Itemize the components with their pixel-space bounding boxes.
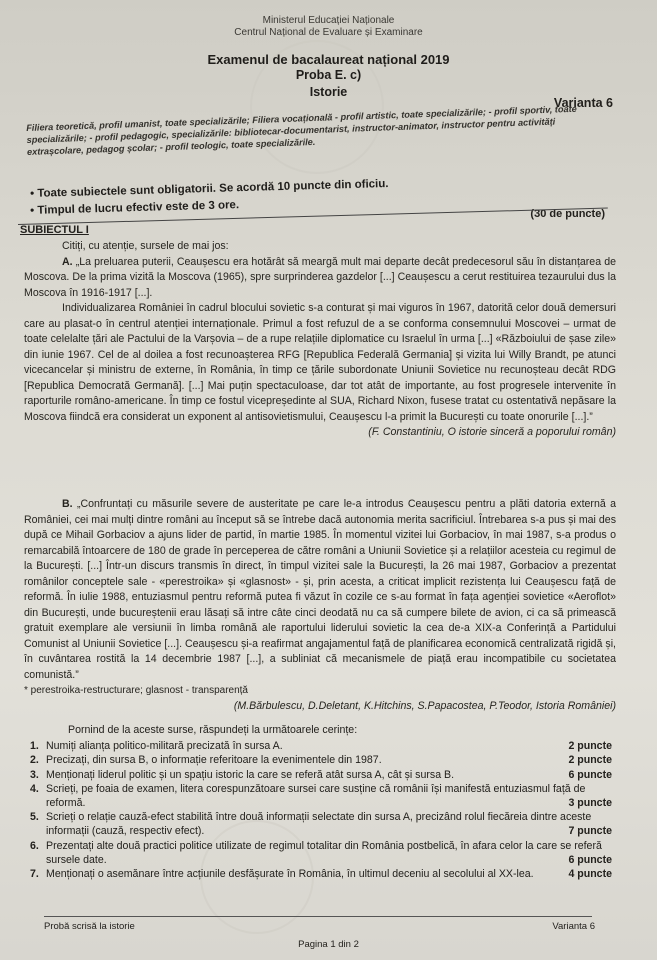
source-b-label: B.: [62, 498, 73, 510]
question-text: [46, 782, 612, 810]
question-text: Precizați, din sursa B, o informație referitoare la evenimentele din 1987.: [46, 754, 382, 767]
exam-title: Examenul de bacalaureat național 2019: [207, 52, 450, 67]
question-1: [30, 739, 612, 753]
source-a-block: [24, 239, 616, 441]
source-b-text: „Confruntați cu măsurile severe de austeritate pe care le-a introdus Ceaușescu pentru a plăti datoria externă a României, cei mai mulți dintre români au început să se întrebe dacă autonomia merita sacrificiul. Întrebarea s-a pus și mai des după ce Mihail Gorbaciov a ajuns lider de partid, în martie 1985. În momentul vizitei lui Gorbaciov, în mai 1987, s-a produs o remarcabilă întoarcere de 180 de grade în perceperea de către români a Uniunii Sovietice și a relațiilor acesteia cu regimul de la București. [...] Într-un discurs transmis în direct, în timpul vizitei sale la București, la 26 mai 1987, Gorbaciov a prezentat românilor conceptele sale - «perestroika» și «glasnost» - și, prin acesta, a criticat implicit rezistența lui Ceaușescu față de reformă. În iulie 1988, entuziasmul pentru reformă putea fi văzut în cozile ce s-au format în fața agenției sovietice «Aeroflot» din București, unde bucureștenii erau lăsați să intre câte cinci deodată nu ca să cumpere bilete de avion, ci ca să primească gratuit exemplare ale versiunii în limba română ale raportului liderului sovietic la cea de-a XIX-a Conferință a Partidului Comunist al Uniunii Sovietice [...]. Ceaușescu și-a reafirmat angajamentul față de planificarea economică centralizată rigidă și, în cuvântarea rostită la 14 decembrie 1987 [...], a subliniat că mecanismele de piață erau incompatibile cu societatea comunistă.”: [24, 498, 616, 681]
proba-label: Proba E. c): [295, 68, 362, 82]
question-text: [46, 810, 612, 838]
instruction-text: Citiți, cu atenție, sursele de mai jos:: [62, 240, 229, 252]
question-6-text: Prezentați alte două practici politice utilizate de regimul totalitar din România postbelică, în afara celor la care se referă sursele date.: [46, 839, 602, 866]
source-b-footnote: * perestroika-restructurare; glasnost - transparență: [24, 685, 248, 696]
question-points: 6 puncte: [568, 768, 612, 781]
question-5: [30, 810, 612, 838]
question-7: [30, 867, 612, 881]
question-points: 6 puncte: [568, 853, 612, 866]
question-number: 4.: [30, 782, 39, 795]
question-number: 6.: [30, 839, 39, 852]
footer-left: Probă scrisă la istorie: [44, 921, 135, 932]
section-title: SUBIECTUL I: [20, 224, 89, 236]
source-b-paragraph: [24, 497, 616, 683]
subject-name: Istorie: [309, 85, 348, 99]
question-points: 3 puncte: [568, 797, 612, 810]
page-number: Pagina 1 din 2: [298, 939, 359, 950]
variant-label: Varianta 6: [553, 96, 613, 110]
question-points: 2 puncte: [568, 754, 612, 767]
ministry-name: Ministerul Educației Naționale: [262, 15, 395, 26]
section-points: (30 de puncte): [530, 208, 605, 220]
source-b-block: [24, 497, 616, 714]
footer-divider: [44, 916, 592, 917]
question-points: 4 puncte: [568, 868, 612, 881]
specializations-text: Filiera teoretică, profil umanist, toate specializările; Filiera vocațională - profil artistic, toate specializările; - profil sportiv, toate specializările; - profil pedagogic, specializările: bibliotecar-documentarist, instructor-animator, instructor pentru activități extrașcolare, pedagog școlar; - profil teologic, toate specializările.: [26, 103, 577, 157]
question-number: 1.: [30, 740, 39, 753]
source-a-label: A.: [62, 255, 73, 268]
rule-time: • Timpul de lucru efectiv este de 3 ore.: [30, 199, 239, 217]
footer-right: Varianta 6: [552, 921, 595, 932]
question-4: [30, 782, 612, 810]
question-number: 2.: [30, 754, 39, 767]
source-a-paragraph-1: [24, 255, 616, 302]
question-number: 3.: [30, 768, 39, 781]
question-6: [30, 839, 612, 867]
question-points: 7 puncte: [568, 825, 612, 838]
question-points: 2 puncte: [568, 740, 612, 753]
question-text: [46, 839, 612, 867]
question-7-text: Menționați o asemănare între acțiunile desfășurate în România, în ultimul deceniu al secolului al XX-lea.: [46, 868, 534, 881]
source-a-citation: (F. Constantiniu, O istorie sinceră a poporului român): [368, 426, 616, 438]
rule-obligatory: • Toate subiectele sunt obligatorii. Se acordă 10 puncte din oficiu.: [30, 178, 389, 200]
questions-intro: Pornind de la aceste surse, răspundeți la următoarele cerințe:: [68, 724, 358, 736]
question-3: [30, 768, 612, 782]
source-a-text-1: „La preluarea puterii, Ceaușescu era hotărât să meargă mult mai departe decât predecesorul său în distanțarea de Moscova. De la prima vizită la Moscova (1965), spre surprinderea gazdelor [...] Ceaușescu a cerut restituirea tezaurului dus la Moscova în 1916-1917 [...].: [24, 255, 616, 299]
questions-block: [30, 723, 612, 881]
question-text: Numiți alianța politico-militară precizată în sursa A.: [46, 740, 283, 753]
question-text: Menționați liderul politic și un spațiu istoric la care se referă atât sursa A, cât și sursa B.: [46, 768, 455, 781]
question-4-text: Scrieți, pe foaia de examen, litera corespunzătoare sursei care susține că românii își manifestă entuziasmul față de reformă.: [46, 782, 586, 810]
question-number: 7.: [30, 868, 39, 881]
question-5-text: Scrieți o relație cauză-efect stabilită între două informații selectate din sursa A, precizând rolul fiecăreia dintre aceste informații (cauză, respectiv efect).: [46, 811, 592, 838]
source-a-paragraph-2: Individualizarea României în cadrul blocului sovietic s-a conturat și mai viguros în 1967, datorită celor două demersuri care au plasat-o în centrul atenției internaționale. Primul a fost refuzul de a se conforma consemnului Moscovei – urmat de toate celelalte țări ale Pactului de la Varșovia – de a rupe relațiile diplomatice cu Israelul în urma [...] «Războiului de șase zile» din iunie 1967. Cel de al doilea a fost recunoașterea RFG [Republica Federală Germania] și vizita lui Willy Brandt, pe atunci vicecancelar și ministru de externe, în România, în timp ce țările subordonate Uniunii Sovietice nu recunoșteau decât RDG [Republica Democrată Germană]. [...] Mai puțin spectaculoase, dar tot atât de importante, au fost progresele intervenite în raporturile româno-americane. În timp ce fostul vicepreședinte al SUA, Richard Nixon, fusese tratat cu ostentativă nepăsare la Moscova fiindcă era considerat un exponent al antisovietismului, Ceaușescu l-a primit la București cu toate onorurile [...].”: [24, 302, 616, 423]
question-text: [46, 867, 612, 881]
source-b-citation: (M.Bărbulescu, D.Deletant, K.Hitchins, S.Papacostea, P.Teodor, Istoria României): [233, 699, 616, 712]
question-2: [30, 753, 612, 767]
question-number: 5.: [30, 811, 39, 824]
center-name: Centrul Național de Evaluare și Examinare: [234, 27, 423, 38]
